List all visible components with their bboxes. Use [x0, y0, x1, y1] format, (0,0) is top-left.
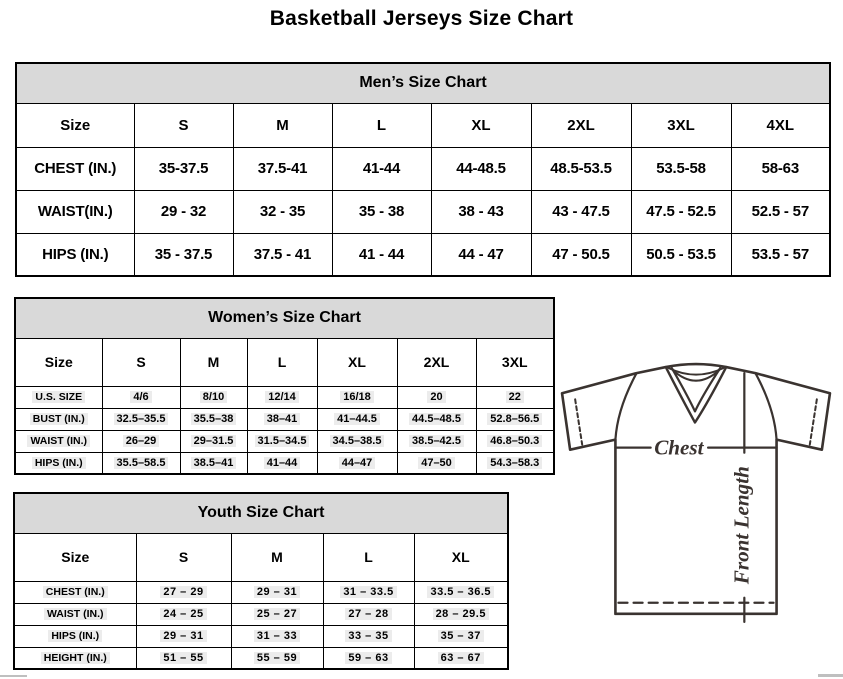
column-header: Size: [15, 338, 102, 386]
column-header: Size: [14, 533, 136, 581]
size-value-cell: 41–44: [247, 452, 317, 474]
size-value-cell: 4/6: [102, 386, 180, 408]
table-header-row: [16, 63, 830, 103]
size-value-cell: 47–50: [397, 452, 476, 474]
row-label: HIPS (IN.): [14, 625, 136, 647]
column-header: XL: [317, 338, 397, 386]
edge-fragment-right: [818, 674, 843, 677]
row-label: BUST (IN.): [15, 408, 102, 430]
size-value-cell: 44.5–48.5: [397, 408, 476, 430]
size-value-cell: 63 – 67: [414, 647, 508, 669]
row-label: CHEST (IN.): [14, 581, 136, 603]
womens-size-chart-table: [14, 297, 555, 475]
size-value-cell: 41-44: [332, 147, 431, 190]
size-value-cell: 31 – 33: [231, 625, 323, 647]
table-row: [14, 581, 508, 603]
page-title: Basketball Jerseys Size Chart: [269, 7, 574, 30]
size-header-row: [14, 533, 508, 581]
row-label: WAIST (IN.): [15, 430, 102, 452]
size-value-cell: 28 – 29.5: [414, 603, 508, 625]
row-label: HEIGHT (IN.): [14, 647, 136, 669]
size-value-cell: 29 - 32: [134, 190, 233, 233]
column-header: XL: [414, 533, 508, 581]
size-value-cell: 38 - 43: [431, 190, 531, 233]
size-value-cell: 53.5-58: [631, 147, 731, 190]
row-label: HIPS (IN.): [16, 233, 134, 276]
table-row: [16, 190, 830, 233]
table-row: [14, 603, 508, 625]
table-row: [15, 408, 554, 430]
size-value-cell: 51 – 55: [136, 647, 231, 669]
size-value-cell: 31.5–34.5: [247, 430, 317, 452]
size-value-cell: 44–47: [317, 452, 397, 474]
chest-label: Chest: [654, 435, 704, 460]
size-value-cell: 27 – 29: [136, 581, 231, 603]
column-header: 3XL: [476, 338, 554, 386]
size-value-cell: 35 – 37: [414, 625, 508, 647]
size-value-cell: 32 - 35: [233, 190, 332, 233]
jersey-illustration: [556, 360, 838, 630]
size-value-cell: 47.5 - 52.5: [631, 190, 731, 233]
column-header: 2XL: [531, 103, 631, 147]
size-value-cell: 8/10: [180, 386, 247, 408]
column-header: 3XL: [631, 103, 731, 147]
column-header: L: [247, 338, 317, 386]
table-row: [14, 625, 508, 647]
size-value-cell: 38.5–42.5: [397, 430, 476, 452]
size-value-cell: 44-48.5: [431, 147, 531, 190]
table-row: [16, 233, 830, 276]
size-value-cell: 16/18: [317, 386, 397, 408]
table-row: [15, 430, 554, 452]
size-value-cell: 38.5–41: [180, 452, 247, 474]
size-value-cell: 47 - 50.5: [531, 233, 631, 276]
size-value-cell: 55 – 59: [231, 647, 323, 669]
size-header-row: [16, 103, 830, 147]
column-header: M: [233, 103, 332, 147]
size-value-cell: 37.5 - 41: [233, 233, 332, 276]
size-value-cell: 46.8–50.3: [476, 430, 554, 452]
womens-chart-title: Women’s Size Chart: [15, 298, 554, 338]
size-value-cell: 53.5 - 57: [731, 233, 830, 276]
jersey-measurement-diagram: [556, 360, 838, 630]
column-header: Size: [16, 103, 134, 147]
size-value-cell: 22: [476, 386, 554, 408]
size-value-cell: 48.5-53.5: [531, 147, 631, 190]
column-header: S: [102, 338, 180, 386]
row-label: U.S. SIZE: [15, 386, 102, 408]
size-value-cell: 59 – 63: [323, 647, 414, 669]
column-header: M: [180, 338, 247, 386]
size-value-cell: 27 – 28: [323, 603, 414, 625]
youth-size-chart-table: [13, 492, 509, 670]
size-value-cell: 38–41: [247, 408, 317, 430]
mens-size-chart-table: [15, 62, 831, 277]
column-header: 2XL: [397, 338, 476, 386]
size-value-cell: 33 – 35: [323, 625, 414, 647]
size-value-cell: 29–31.5: [180, 430, 247, 452]
size-value-cell: 52.8–56.5: [476, 408, 554, 430]
size-value-cell: 29 – 31: [136, 625, 231, 647]
column-header: L: [332, 103, 431, 147]
size-value-cell: 25 – 27: [231, 603, 323, 625]
size-value-cell: 35-37.5: [134, 147, 233, 190]
size-value-cell: 52.5 - 57: [731, 190, 830, 233]
size-value-cell: 24 – 25: [136, 603, 231, 625]
size-value-cell: 31 – 33.5: [323, 581, 414, 603]
size-value-cell: 44 - 47: [431, 233, 531, 276]
size-value-cell: 50.5 - 53.5: [631, 233, 731, 276]
size-value-cell: 41–44.5: [317, 408, 397, 430]
front-length-label: Front Length: [729, 466, 754, 585]
row-label: CHEST (IN.): [16, 147, 134, 190]
youth-chart-title: Youth Size Chart: [14, 493, 508, 533]
size-value-cell: 37.5-41: [233, 147, 332, 190]
size-value-cell: 34.5–38.5: [317, 430, 397, 452]
column-header: S: [136, 533, 231, 581]
size-value-cell: 35 - 38: [332, 190, 431, 233]
size-value-cell: 29 – 31: [231, 581, 323, 603]
table-header-row: [15, 298, 554, 338]
size-value-cell: 58-63: [731, 147, 830, 190]
size-value-cell: 12/14: [247, 386, 317, 408]
size-value-cell: 35.5–38: [180, 408, 247, 430]
size-value-cell: 32.5–35.5: [102, 408, 180, 430]
edge-fragment-left: [0, 675, 27, 677]
size-value-cell: 20: [397, 386, 476, 408]
table-row: [15, 386, 554, 408]
column-header: L: [323, 533, 414, 581]
mens-chart-title: Men’s Size Chart: [16, 63, 830, 103]
row-label: WAIST(IN.): [16, 190, 134, 233]
size-value-cell: 33.5 – 36.5: [414, 581, 508, 603]
row-label: WAIST (IN.): [14, 603, 136, 625]
size-value-cell: 43 - 47.5: [531, 190, 631, 233]
size-value-cell: 35 - 37.5: [134, 233, 233, 276]
size-value-cell: 35.5–58.5: [102, 452, 180, 474]
size-value-cell: 54.3–58.3: [476, 452, 554, 474]
table-header-row: [14, 493, 508, 533]
size-value-cell: 26–29: [102, 430, 180, 452]
size-value-cell: 41 - 44: [332, 233, 431, 276]
table-row: [15, 452, 554, 474]
column-header: XL: [431, 103, 531, 147]
column-header: S: [134, 103, 233, 147]
column-header: M: [231, 533, 323, 581]
column-header: 4XL: [731, 103, 830, 147]
size-header-row: [15, 338, 554, 386]
row-label: HIPS (IN.): [15, 452, 102, 474]
table-row: [16, 147, 830, 190]
table-row: [14, 647, 508, 669]
